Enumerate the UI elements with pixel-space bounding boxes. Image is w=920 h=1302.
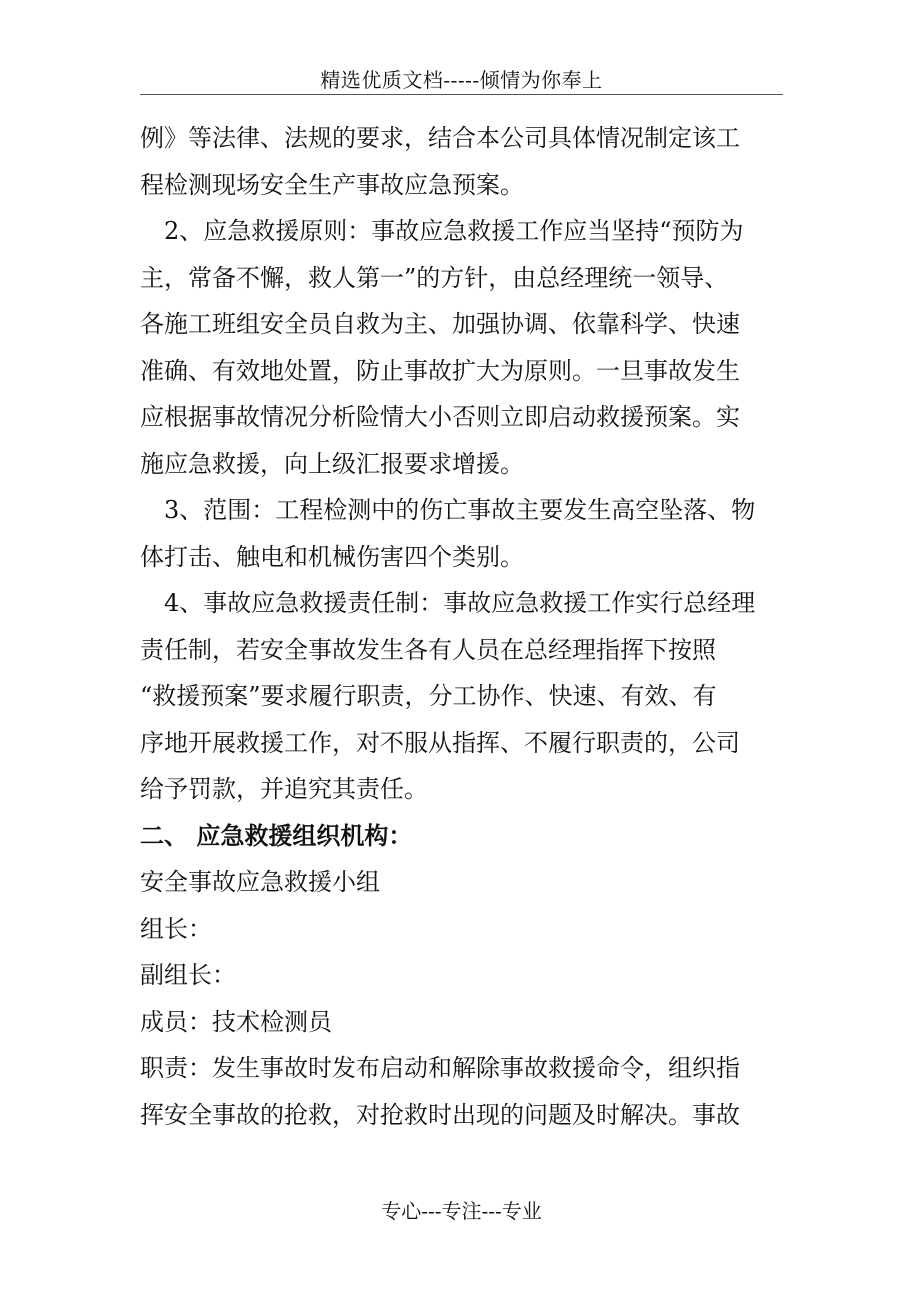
paragraph-line: “救援预案”要求履行职责，分工协作、快速、有效、有 (140, 682, 717, 710)
page-header: 精选优质文档-----倾情为你奉上 (320, 68, 603, 92)
paragraph-line: 3、范围：工程检测中的伤亡事故主要发生高空坠落、物 (164, 496, 756, 524)
paragraph-line: 程检测现场安全生产事故应急预案。 (140, 170, 524, 199)
paragraph-line: 给予罚款，并追究其责任。 (140, 775, 428, 803)
header-divider (140, 94, 783, 95)
document-body (140, 115, 780, 1138)
paragraph-line: 2、应急救援原则：事故应急救援工作应当坚持“预防为 (164, 217, 744, 245)
paragraph-line: 施应急救援，向上级汇报要求增援。 (140, 449, 524, 478)
paragraph-line: 序地开展救援工作，对不服从指挥、不履行职责的，公司 (140, 728, 740, 757)
paragraph-line: 挥安全事故的抢救，对抢救时出现的问题及时解决。事故 (140, 1100, 740, 1129)
paragraph-line: 各施工班组安全员自救为主、加强协调、依靠科学、快速 (140, 310, 740, 338)
paragraph-line: 安全事故应急救援小组 (140, 868, 380, 896)
paragraph-line: 成员：技术检测员 (140, 1007, 332, 1036)
paragraph-line: 4、事故应急救援责任制：事故应急救援工作实行总经理 (164, 589, 756, 617)
paragraph-line: 例》等法律、法规的要求，结合本公司具体情况制定该工 (140, 124, 740, 152)
paragraph-line: 职责：发生事故时发布启动和解除事故救援命令，组织指 (140, 1054, 740, 1082)
section-heading: 二、 应急救援组织机构： (140, 820, 413, 850)
paragraph-line: 主，常备不懈，救人第一”的方针，由总经理统一领导、 (140, 263, 729, 292)
paragraph-line: 准确、有效地处置，防止事故扩大为原则。一旦事故发生 (140, 356, 740, 385)
paragraph-line: 责任制，若安全事故发生各有人员在总经理指挥下按照 (140, 635, 716, 664)
paragraph-line: 副组长： (140, 961, 236, 989)
paragraph-line: 组长： (140, 914, 212, 943)
page-footer: 专心---专注---专业 (381, 1199, 542, 1223)
paragraph-line: 体打击、触电和机械伤害四个类别。 (140, 542, 524, 571)
paragraph-line: 应根据事故情况分析险情大小否则立即启动救援预案。实 (140, 403, 740, 431)
